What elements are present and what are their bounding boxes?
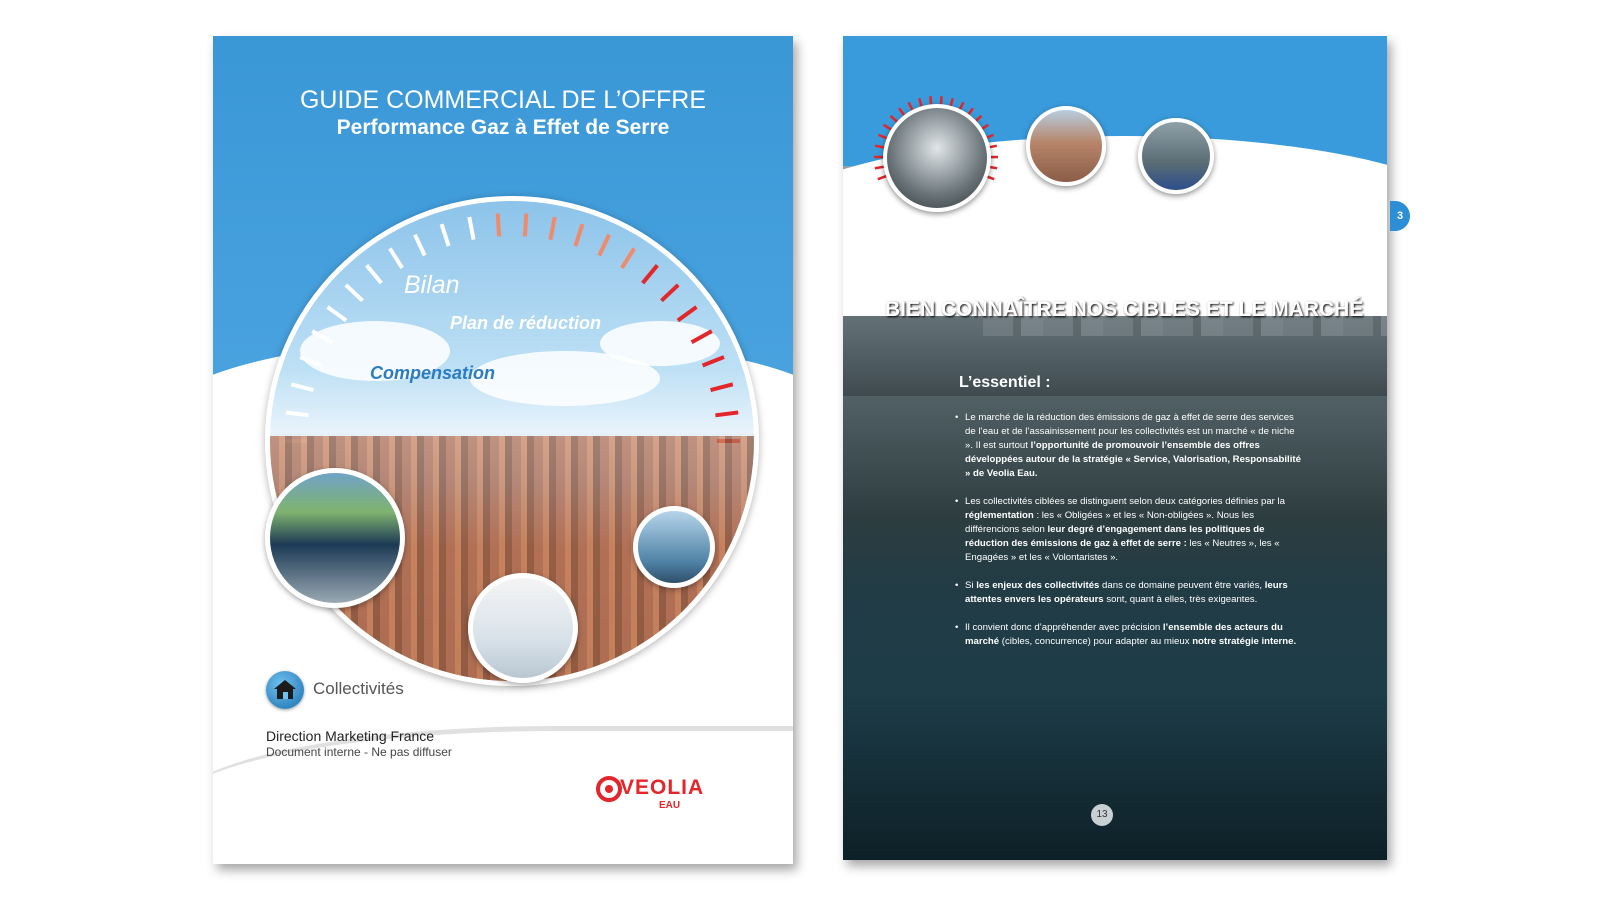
photo-bridge xyxy=(633,506,715,588)
inner-page xyxy=(843,36,1387,860)
gauge-tick xyxy=(711,384,733,390)
gauge-tick xyxy=(328,307,347,321)
gauge-tick xyxy=(643,265,658,283)
page-number: 13 xyxy=(1091,804,1113,826)
gauge-tick xyxy=(525,213,526,236)
gauge-tick xyxy=(291,384,313,390)
list-item: • Si les enjeux des collectivités dans ce domaine peuvent être variés, leurs attentes envers les opérateurs sont, quant à elles, très exigeantes. xyxy=(955,579,1305,607)
cover-page xyxy=(213,36,793,864)
gauge-tick xyxy=(442,224,449,246)
gauge-tick xyxy=(415,235,425,256)
cover-subtitle: Performance Gaz à Effet de Serre xyxy=(336,116,670,139)
gauge-tick xyxy=(622,248,634,267)
gauge-tick xyxy=(367,265,382,283)
segment-label: Collectivités xyxy=(313,679,404,698)
gauge-tick xyxy=(692,331,712,342)
gauge-tick xyxy=(599,235,609,256)
dial-label-plan: Plan de réduction xyxy=(450,313,602,333)
direction-label: Direction Marketing France xyxy=(266,728,435,744)
photo-fountain xyxy=(883,104,991,212)
section-title: L’essentiel : xyxy=(959,374,1051,391)
photo-people-office xyxy=(468,573,578,683)
section-tab[interactable]: 3 xyxy=(1390,201,1410,231)
gauge-tick xyxy=(678,307,697,321)
bullet-list xyxy=(955,411,1305,663)
brand-logo-text: VEOLIA xyxy=(620,776,705,799)
brand-logo-sub: EAU xyxy=(659,800,681,811)
gauge-tick xyxy=(498,213,499,236)
photo-water-basin xyxy=(265,468,405,608)
gauge-tick xyxy=(300,357,321,365)
gauge-tick xyxy=(703,357,724,365)
list-item: • Les collectivités ciblées se distinguent selon deux catégories définies par la réglementation : les « Obligées » et les « Non-obligées ». Nous les différencions selon leur degré d’engagement dans les politiques de réduction des émissions de gaz à effet de serre : les « Neutres », les « Engagées » et les « Volontaristes ». xyxy=(955,495,1305,565)
gauge-tick xyxy=(575,224,582,246)
photo-city-aerial xyxy=(1026,106,1106,186)
gauge-tick xyxy=(550,217,554,240)
gauge-tick xyxy=(661,285,678,301)
dial-label-bilan: Bilan xyxy=(404,271,460,299)
cover-title: GUIDE COMMERCIAL DE L’OFFRE xyxy=(299,86,707,114)
list-item: • Il convient donc d’appréhender avec précision l’ensemble des acteurs du marché (cibles, concurrence) pour adapter au mieux notre stratégie interne. xyxy=(955,621,1305,649)
gauge-tick xyxy=(715,412,738,415)
house-icon xyxy=(266,671,304,709)
gauge-tick xyxy=(390,248,402,267)
gauge-tick xyxy=(469,217,473,240)
veolia-logo-icon xyxy=(596,776,622,802)
gauge-tick xyxy=(312,331,332,342)
dial-label-compensation: Compensation xyxy=(370,363,496,383)
list-item: • Le marché de la réduction des émissions de gaz à effet de serre des services de l’eau et de l’assainissement pour les collectivités est un marché « de niche ». Il est surtout l’opportunité de promouvoir l’ensemble des offres développées autour de la stratégie « Service, Valorisation, Responsabilité » de Veolia Eau. xyxy=(955,411,1305,481)
gauge-tick xyxy=(286,412,309,415)
gauge-tick xyxy=(346,285,363,301)
photo-worker xyxy=(1138,118,1214,194)
document-note: Document interne - Ne pas diffuser xyxy=(266,745,452,759)
page-heading: BIEN CONNAÎTRE NOS CIBLES ET LE MARCHÉ xyxy=(885,298,1364,321)
